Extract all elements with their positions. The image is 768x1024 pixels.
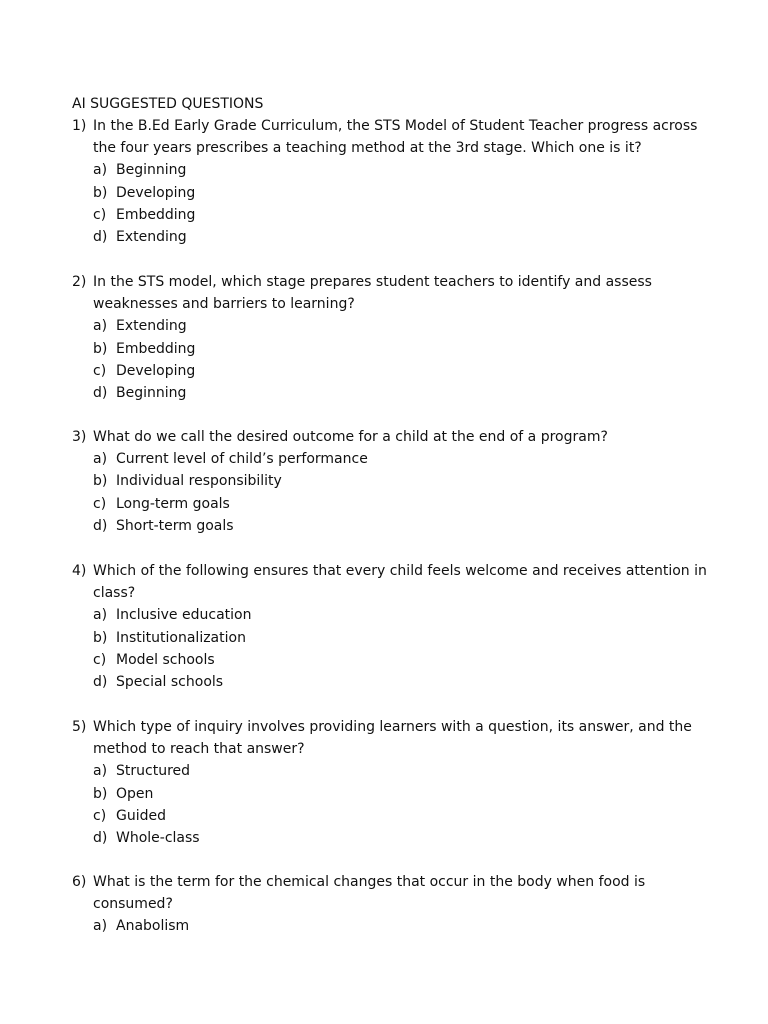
option-letter: d) xyxy=(93,830,108,847)
option-letter: a) xyxy=(93,162,108,179)
answer-option xyxy=(72,493,712,515)
question-number: 3) xyxy=(72,429,87,445)
option-letter: d) xyxy=(93,517,108,534)
option-text: Inclusive education xyxy=(116,607,252,624)
question-text: In the B.Ed Early Grade Curriculum, the STS Model of Student Teacher progress across the four years prescribes a teaching method at the 3rd stage. Which one is it? xyxy=(93,118,698,157)
answer-option xyxy=(72,338,712,360)
answer-option xyxy=(72,226,712,248)
option-text: Developing xyxy=(116,362,196,379)
answer-options xyxy=(72,604,712,693)
answer-option xyxy=(72,915,712,937)
option-text: Guided xyxy=(116,807,166,824)
question-stem xyxy=(72,871,712,915)
option-text: Embedding xyxy=(116,206,196,223)
option-text: Current level of child’s performance xyxy=(116,451,368,468)
answer-option xyxy=(72,515,712,537)
option-text: Embedding xyxy=(116,340,196,357)
option-text: Extending xyxy=(116,229,187,246)
answer-option xyxy=(72,382,712,404)
option-letter: c) xyxy=(93,807,107,824)
option-text: Institutionalization xyxy=(116,629,246,646)
answer-option xyxy=(72,448,712,470)
option-letter: c) xyxy=(93,651,107,668)
answer-option xyxy=(72,805,712,827)
answer-options xyxy=(72,448,712,537)
question-text: Which type of inquiry involves providing learners with a question, its answer, and the method to reach that answer? xyxy=(93,719,692,758)
option-text: Anabolism xyxy=(116,918,190,935)
option-text: Beginning xyxy=(116,162,187,179)
option-letter: d) xyxy=(93,229,108,246)
question-5 xyxy=(72,716,712,849)
question-2 xyxy=(72,271,712,404)
answer-option xyxy=(72,159,712,181)
option-letter: d) xyxy=(93,674,108,691)
answer-option xyxy=(72,182,712,204)
question-1 xyxy=(72,115,712,248)
option-text: Open xyxy=(116,785,154,802)
answer-option xyxy=(72,315,712,337)
document-title: AI SUGGESTED QUESTIONS xyxy=(72,96,264,112)
option-letter: d) xyxy=(93,385,108,402)
question-stem xyxy=(72,115,712,159)
question-4 xyxy=(72,560,712,693)
answer-option xyxy=(72,360,712,382)
question-number: 2) xyxy=(72,274,87,290)
option-text: Extending xyxy=(116,318,187,335)
answer-option xyxy=(72,627,712,649)
option-letter: c) xyxy=(93,362,107,379)
question-number: 5) xyxy=(72,719,87,735)
option-letter: c) xyxy=(93,495,107,512)
question-6 xyxy=(72,871,712,938)
question-stem xyxy=(72,560,712,604)
option-text: Model schools xyxy=(116,651,215,668)
question-text: Which of the following ensures that every child feels welcome and receives attention in class? xyxy=(93,563,707,602)
question-text: In the STS model, which stage prepares student teachers to identify and assess weaknesses and barriers to learning? xyxy=(93,274,652,313)
answer-option xyxy=(72,470,712,492)
answer-options xyxy=(72,159,712,248)
answer-options xyxy=(72,760,712,849)
option-text: Beginning xyxy=(116,385,187,402)
answer-options xyxy=(72,315,712,404)
answer-option xyxy=(72,204,712,226)
question-stem xyxy=(72,426,712,448)
option-letter: b) xyxy=(93,785,108,802)
option-letter: b) xyxy=(93,473,108,490)
question-text: What do we call the desired outcome for a child at the end of a program? xyxy=(93,429,608,445)
answer-option xyxy=(72,760,712,782)
question-number: 6) xyxy=(72,874,87,890)
question-3 xyxy=(72,426,712,537)
answer-option xyxy=(72,827,712,849)
option-text: Long-term goals xyxy=(116,495,230,512)
question-number: 4) xyxy=(72,563,87,579)
option-letter: a) xyxy=(93,763,108,780)
question-number: 1) xyxy=(72,118,87,134)
option-text: Structured xyxy=(116,763,191,780)
option-letter: c) xyxy=(93,206,107,223)
answer-option xyxy=(72,783,712,805)
option-text: Short-term goals xyxy=(116,517,234,534)
question-text: What is the term for the chemical changes that occur in the body when food is consumed? xyxy=(93,874,646,913)
option-text: Whole-class xyxy=(116,830,200,847)
option-letter: a) xyxy=(93,451,108,468)
question-stem xyxy=(72,716,712,760)
option-text: Developing xyxy=(116,184,196,201)
answer-options xyxy=(72,915,712,937)
answer-option xyxy=(72,671,712,693)
option-letter: b) xyxy=(93,340,108,357)
answer-option xyxy=(72,649,712,671)
option-text: Special schools xyxy=(116,674,224,691)
option-text: Individual responsibility xyxy=(116,473,282,490)
option-letter: a) xyxy=(93,318,108,335)
question-stem xyxy=(72,271,712,315)
option-letter: a) xyxy=(93,918,108,935)
option-letter: a) xyxy=(93,607,108,624)
option-letter: b) xyxy=(93,184,108,201)
option-letter: b) xyxy=(93,629,108,646)
answer-option xyxy=(72,604,712,626)
